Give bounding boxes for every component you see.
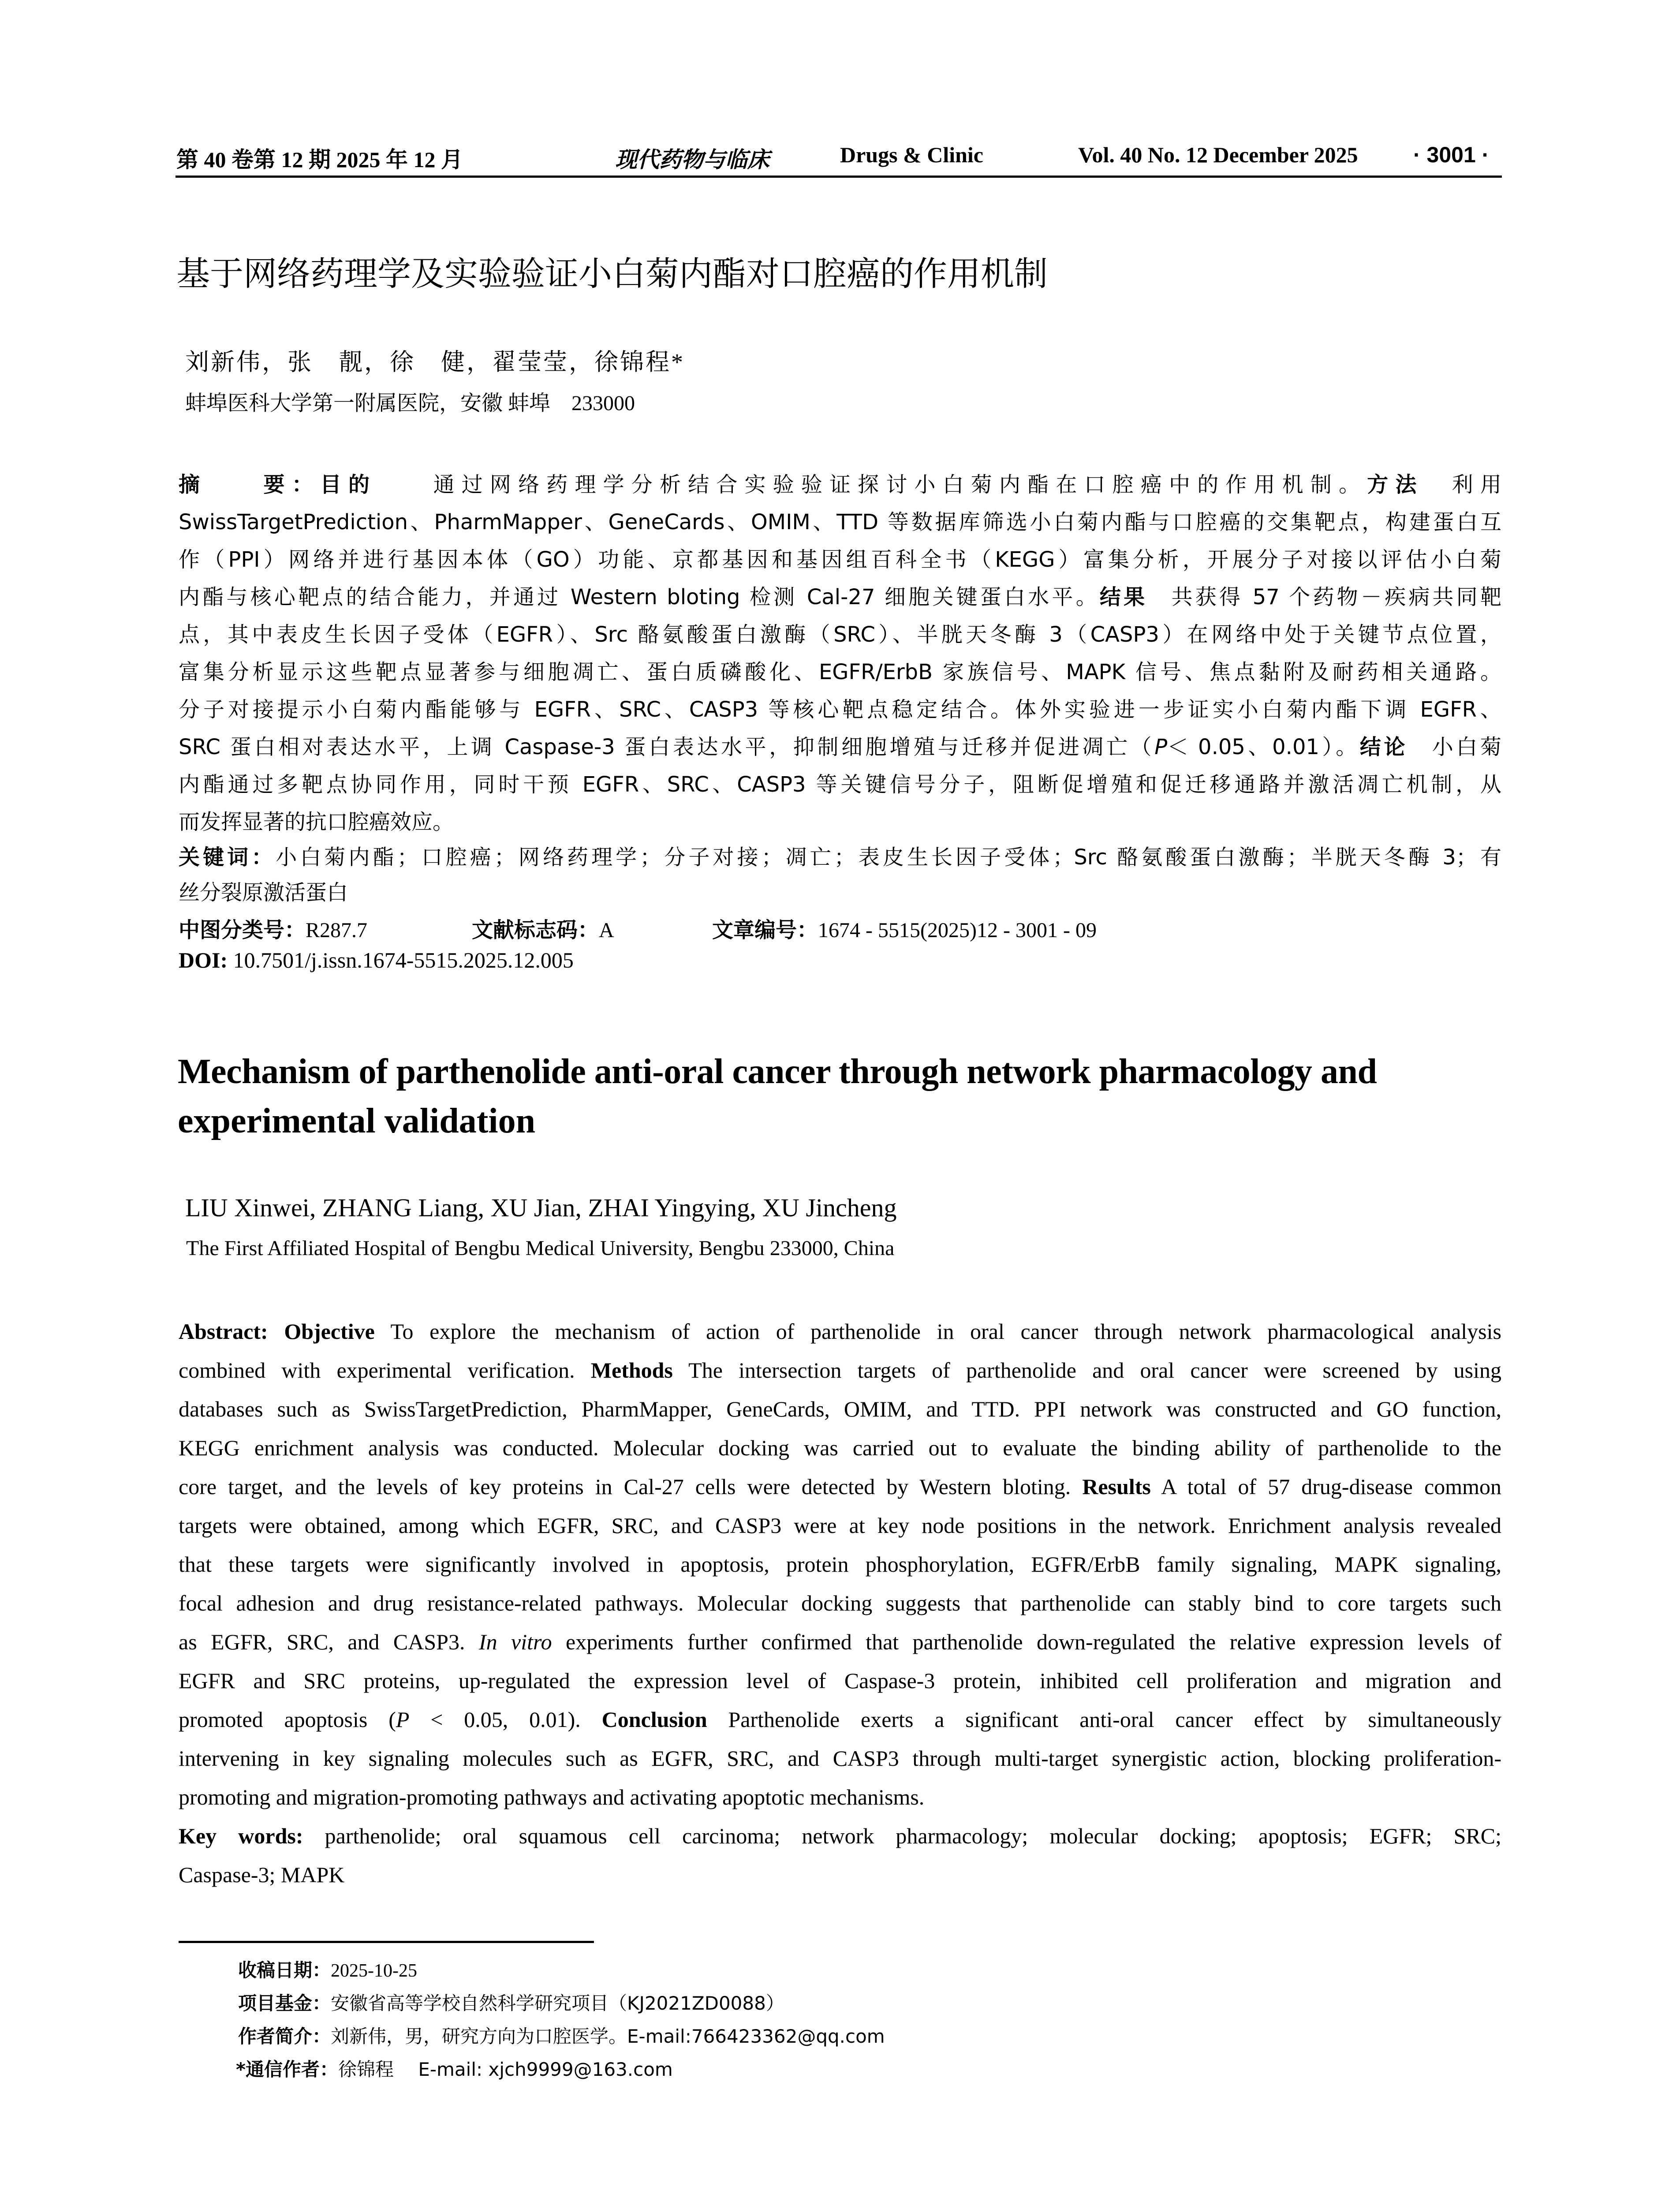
- abstract-en-line: [179, 1784, 1501, 1810]
- footnote-rule: [179, 1941, 594, 1943]
- abstract-cn-label: 摘 要：: [179, 472, 320, 497]
- footnote-value: 徐锦程 E-mail: xjch9999@163.com: [338, 2059, 673, 2080]
- issue-en: Vol. 40 No. 12 December 2025: [1078, 142, 1358, 167]
- abstract-cn-line: [179, 505, 1501, 535]
- abstract-en-text: focal adhesion and drug resistance-related pathways. Molecular docking suggests that parthenolide can stably bind to core targets such: [179, 1591, 1501, 1615]
- abstract-cn-text: 内酯通过多靶点协同作用，同时干预 EGFR、SRC、CASP3 等关键信号分子，阻断促增殖和促迁移通路并激活凋亡机制，从: [179, 772, 1501, 797]
- footnote-received-date: [238, 1956, 417, 1982]
- abstract-cn-line: [179, 467, 1501, 498]
- doi-value[interactable]: 10.7501/j.issn.1674-5515.2025.12.005: [228, 948, 574, 972]
- footnote-value: 2025-10-25: [331, 1961, 417, 1981]
- abstract-cn-text: 共获得 57 个药物－疾病共同靶: [1147, 585, 1501, 609]
- clc-value: R287.7: [306, 919, 368, 942]
- article-number-label: 文章编号：: [712, 918, 818, 942]
- abstract-cn-line: [179, 805, 1501, 835]
- section-results-en: Results: [1082, 1474, 1151, 1499]
- abstract-en-line: [179, 1357, 1501, 1383]
- abstract-en-text: Parthenolide exerts a significant anti-oral cancer effect by simultaneously: [707, 1707, 1501, 1732]
- abstract-en-text: The intersection targets of parthenolide and oral cancer were screened by using: [672, 1358, 1501, 1383]
- footnote-value: 安徽省高等学校自然科学研究项目（KJ2021ZD0088）: [331, 1992, 784, 2014]
- abstract-cn-text: SwissTargetPrediction、PharmMapper、GeneCards、OMIM、TTD 等数据库筛选小白菊内酯与口腔癌的交集靶点，构建蛋白互: [179, 510, 1501, 534]
- abstract-en-italic: In vitro: [478, 1629, 552, 1654]
- footnote-label: *通信作者：: [236, 2059, 338, 2080]
- keywords-cn-line: [179, 875, 1501, 906]
- abstract-cn-text: 而发挥显著的抗口腔癌效应。: [179, 810, 454, 834]
- abstract-en-text: databases such as SwissTargetPrediction, PharmMapper, GeneCards, OMIM, and TTD. PPI network was constructed and GO function,: [179, 1397, 1501, 1421]
- abstract-en-line: [179, 1590, 1501, 1616]
- authors-cn: 刘新伟，张 靓，徐 健，翟莹莹，徐锦程*: [185, 349, 685, 375]
- keywords-en-line: [179, 1862, 1501, 1887]
- article-number-value: 1674 - 5515(2025)12 - 3001 - 09: [818, 919, 1097, 942]
- abstract-en-text: EGFR and SRC proteins, up-regulated the expression level of Caspase-3 protein, inhibited cell proliferation and migration and: [179, 1668, 1501, 1693]
- abstract-en-text: experiments further confirmed that parthenolide down-regulated the relative expression levels of: [552, 1629, 1501, 1654]
- abstract-cn-text: 通过网络药理学分析结合实验验证探讨小白菊内酯在口腔癌中的作用机制。: [377, 472, 1367, 497]
- abstract-cn-line: [179, 617, 1501, 648]
- footnote-author-bio: [238, 2022, 885, 2048]
- abstract-cn-line: [179, 767, 1501, 798]
- abstract-en-text: combined with experimental verification.: [179, 1358, 591, 1383]
- abstract-cn-text: 内酯与核心靶点的结合能力，并通过 Western bloting 检测 Cal-27 细胞关键蛋白水平。: [179, 585, 1100, 609]
- keywords-en-line: [179, 1823, 1501, 1849]
- section-objective-cn: 目的: [320, 472, 377, 497]
- abstract-en-line: [179, 1745, 1501, 1771]
- abstract-en-line: [179, 1396, 1501, 1422]
- abstract-en-line: [179, 1551, 1501, 1577]
- affiliation-cn: 蚌埠医科大学第一附属医院，安徽 蚌埠 233000: [185, 392, 635, 415]
- abstract-en-text: that these targets were significantly involved in apoptosis, protein phosphorylation, EGFR/ErbB family signaling, MAPK signaling,: [179, 1552, 1501, 1577]
- keywords-en-label: Key words:: [179, 1824, 303, 1848]
- abstract-en-text: promoted apoptosis (: [179, 1707, 396, 1732]
- document-code-label: 文献标志码：: [472, 918, 599, 942]
- section-conclusion-en: Conclusion: [601, 1707, 707, 1732]
- abstract-cn-line: [179, 580, 1501, 610]
- abstract-cn-line: [179, 655, 1501, 685]
- footnote-value: 刘新伟，男，研究方向为口腔医学。E-mail:766423362@qq.com: [331, 2026, 885, 2047]
- abstract-cn-text: 小白菊: [1408, 735, 1501, 759]
- journal-name-cn: 现代药物与临床: [615, 147, 769, 172]
- document-code: [472, 913, 614, 943]
- abstract-cn-text: 点，其中表皮生长因子受体（EGFR）、Src 酪氨酸蛋白激酶（SRC）、半胱天冬酶 3（CASP3）在网络中处于关键节点位置，: [179, 622, 1501, 647]
- section-conclusion-cn: 结论: [1359, 735, 1408, 759]
- abstract-en-line: [179, 1319, 1501, 1344]
- keywords-cn-text: 小白菊内酯；口腔癌；网络药理学；分子对接；凋亡；表皮生长因子受体；Src 酪氨酸蛋白激酶；半胱天冬酶 3；有: [276, 845, 1501, 870]
- abstract-en-text: as EGFR, SRC, and CASP3.: [179, 1629, 479, 1654]
- abstract-en-text: A total of 57 drug-disease common: [1150, 1474, 1501, 1499]
- page-title-cn: 基于网络药理学及实验验证小白菊内酯对口腔癌的作用机制: [176, 255, 1048, 293]
- abstract-cn-italic: P: [1154, 735, 1168, 759]
- doi-label: DOI:: [179, 948, 228, 972]
- footnote-funding: [238, 1989, 784, 2015]
- abstract-en-line: [179, 1474, 1501, 1499]
- section-objective-en: Abstract: Objective: [179, 1319, 375, 1344]
- clc: [179, 913, 367, 943]
- doi: [179, 947, 574, 973]
- keywords-cn-text: 丝分裂原激活蛋白: [179, 880, 348, 905]
- footnote-label: 收稿日期：: [238, 1959, 331, 1981]
- article-number: [712, 913, 1097, 943]
- abstract-en-line: [179, 1707, 1501, 1732]
- footnote-corresponding-author: [236, 2055, 673, 2082]
- keywords-cn-line: [179, 840, 1501, 871]
- abstract-cn-line: [179, 692, 1501, 723]
- journal-name-en: Drugs & Clinic: [840, 142, 983, 167]
- page-title-en-line: Mechanism of parthenolide anti-oral cancer through network pharmacology and: [178, 1052, 1377, 1091]
- abstract-cn-text: 作（PPI）网络并进行基因本体（GO）功能、京都基因和基因组百科全书（KEGG）富集分析，开展分子对接以评估小白菊: [179, 547, 1501, 572]
- abstract-cn-text: 分子对接提示小白菊内酯能够与 EGFR、SRC、CASP3 等核心靶点稳定结合。体外实验进一步证实小白菊内酯下调 EGFR、: [179, 697, 1501, 722]
- footnote-label: 项目基金：: [238, 1992, 331, 2014]
- abstract-en-text: targets were obtained, among which EGFR, SRC, and CASP3 were at key node positions in the network. Enrichment analysis revealed: [179, 1513, 1501, 1538]
- abstract-en-line: [179, 1668, 1501, 1693]
- header-rule: [175, 176, 1502, 178]
- abstract-en-text: core target, and the levels of key proteins in Cal-27 cells were detected by Western bloting.: [179, 1474, 1083, 1499]
- abstract-en-text: promoting and migration-promoting pathways and activating apoptotic mechanisms.: [179, 1785, 925, 1809]
- document-code-value: A: [599, 919, 614, 942]
- abstract-en-line: [179, 1629, 1501, 1655]
- abstract-en-text: < 0.05, 0.01).: [409, 1707, 602, 1732]
- abstract-cn-text: SRC 蛋白相对表达水平，上调 Caspase-3 蛋白表达水平，抑制细胞增殖与迁移并促进凋亡（: [179, 735, 1155, 759]
- issue-cn: 第 40 卷第 12 期 2025 年 12 月: [176, 147, 463, 172]
- keywords-en-text: parthenolide; oral squamous cell carcinoma; network pharmacology; molecular docking; apoptosis; EGFR; SRC;: [303, 1824, 1501, 1848]
- abstract-en-line: [179, 1513, 1501, 1538]
- abstract-en-line: [179, 1435, 1501, 1461]
- section-methods-en: Methods: [590, 1358, 673, 1383]
- abstract-en-text: KEGG enrichment analysis was conducted. Molecular docking was carried out to evaluate the binding ability of parthenolide to the: [179, 1435, 1501, 1460]
- abstract-cn-text: 富集分析显示这些靶点显著参与细胞凋亡、蛋白质磷酸化、EGFR/ErbB 家族信号、MAPK 信号、焦点黏附及耐药相关通路。: [179, 660, 1501, 684]
- abstract-cn-line: [179, 730, 1501, 760]
- abstract-cn-text: 利用: [1423, 472, 1501, 497]
- keywords-cn-label: 关键词：: [179, 845, 276, 870]
- abstract-cn-line: [179, 542, 1501, 573]
- affiliation-en: The First Affiliated Hospital of Bengbu Medical University, Bengbu 233000, China: [186, 1237, 895, 1260]
- abstract-en-italic: P: [396, 1707, 410, 1732]
- page-title-en-line: experimental validation: [178, 1102, 536, 1140]
- authors-en: LIU Xinwei, ZHANG Liang, XU Jian, ZHAI Yingying, XU Jincheng: [185, 1193, 897, 1222]
- footnote-label: 作者简介：: [238, 2026, 331, 2047]
- abstract-en-text: intervening in key signaling molecules such as EGFR, SRC, and CASP3 through multi-target synergistic action, blocking proliferation-: [179, 1746, 1501, 1771]
- keywords-en-text: Caspase-3; MAPK: [179, 1862, 345, 1887]
- page-number: · 3001 ·: [1413, 142, 1490, 167]
- section-methods-cn: 方法: [1367, 472, 1424, 497]
- abstract-cn-text: ＜ 0.05、0.01）。: [1167, 735, 1360, 759]
- clc-label: 中图分类号：: [179, 918, 306, 942]
- section-results-cn: 结果: [1099, 585, 1148, 609]
- abstract-en-text: To explore the mechanism of action of parthenolide in oral cancer through network pharmacological analysis: [374, 1319, 1501, 1344]
